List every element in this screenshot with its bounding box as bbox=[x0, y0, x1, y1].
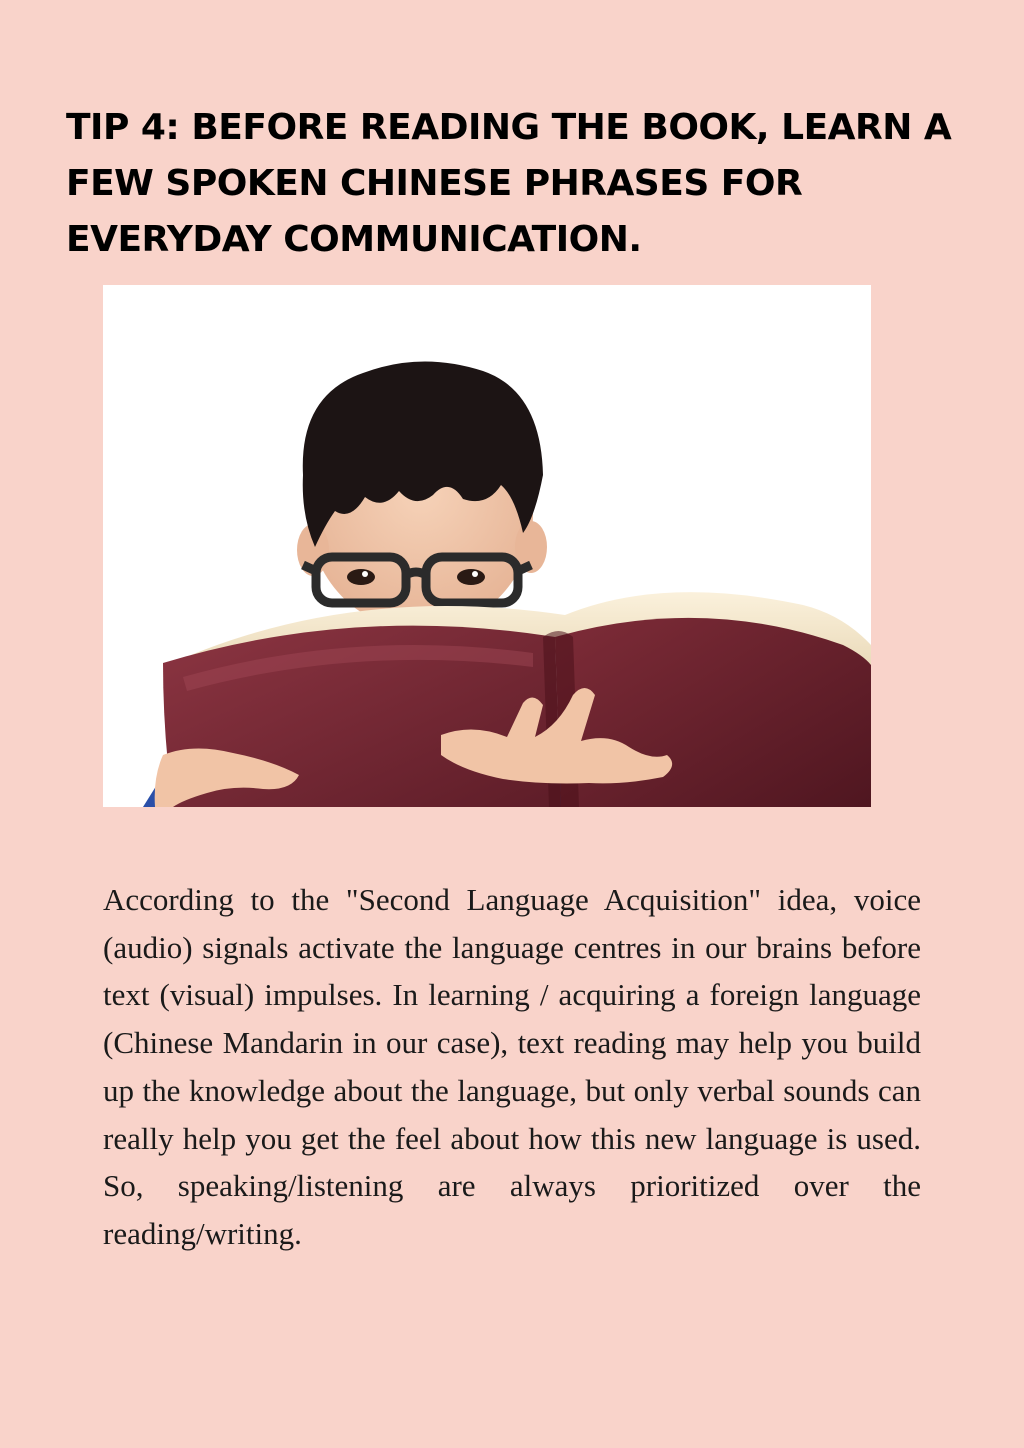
child-reading-photo bbox=[103, 285, 871, 807]
tip-heading: TIP 4: BEFORE READING THE BOOK, LEARN A FEW SPOKEN CHINESE PHRASES FOR EVERYDAY COMMUNICATION. bbox=[66, 107, 952, 260]
body-paragraph: According to the "Second Language Acquisition" idea, voice (audio) signals activate the language centres in our brains before text (visual) impulses. In learning / acquiring a foreign language (Chinese Mandarin in our case), text reading may help you build up the knowledge about the language, but only verbal sounds can really help you get the feel about how this new language is used. So, speaking/listening are always prioritized over the reading/writing. bbox=[103, 882, 921, 1251]
child-reading-illustration bbox=[103, 285, 871, 807]
